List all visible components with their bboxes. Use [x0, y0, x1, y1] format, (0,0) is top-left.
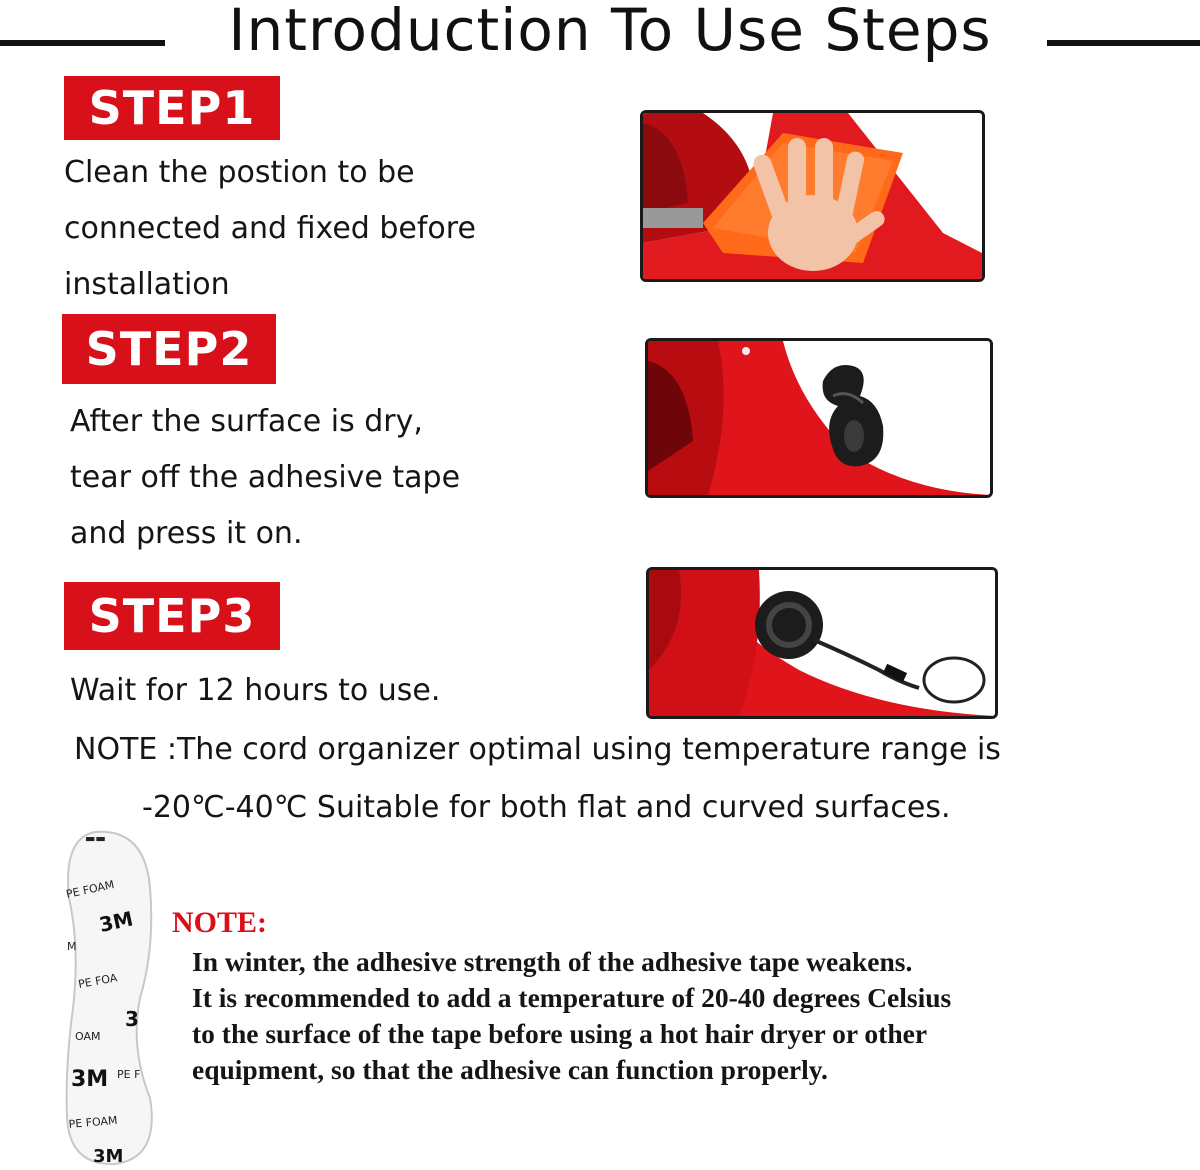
step1-badge: STEP1: [64, 76, 280, 140]
step2-line1: After the surface is dry,: [70, 404, 423, 439]
step1-line1: Clean the postion to be: [64, 155, 415, 190]
step3-photo: [646, 567, 998, 719]
cord-organizer-icon: [648, 341, 990, 495]
adhesive-tape-image: [55, 828, 165, 1166]
wrapped-cord-icon: [649, 570, 995, 716]
step2-line2: tear off the adhesive tape: [70, 460, 461, 495]
tape-fragment-4: OAM: [75, 1030, 101, 1043]
step2-line3: and press it on.: [70, 516, 303, 551]
step3-line1: Wait for 12 hours to use.: [70, 673, 441, 708]
step1-line3: installation: [64, 267, 230, 302]
tape-label-foam-1: PE FOAM: [64, 878, 116, 901]
winter-note-line2: It is recommended to add a temperature of 20-40 degrees Celsius: [192, 982, 952, 1013]
title-rule-left: [0, 40, 165, 46]
step1-text: [64, 145, 476, 313]
winter-note-heading: NOTE:: [172, 906, 268, 939]
tape-label-foam-2: PE FOAM: [68, 1113, 118, 1131]
temperature-note-line2: -20℃-40℃ Suitable for both flat and curved surfaces.: [142, 790, 951, 825]
step2-photo: [645, 338, 993, 498]
cleaning-hand-icon: [643, 113, 982, 279]
step3-text: [70, 663, 440, 719]
step3-badge: STEP3: [64, 582, 280, 650]
step1-line2: connected and fixed before: [64, 211, 476, 246]
temperature-note-line1: NOTE :The cord organizer optimal using temperature range is: [74, 732, 1001, 767]
winter-note-line4: equipment, so that the adhesive can function properly.: [192, 1054, 828, 1085]
winter-note-line1: In winter, the adhesive strength of the adhesive tape weakens.: [192, 946, 913, 977]
winter-note-line3: to the surface of the tape before using a hot hair dryer or other: [192, 1018, 928, 1049]
tape-fragment-3: 3: [125, 1007, 139, 1031]
step2-badge: STEP2: [62, 314, 276, 384]
tape-fragment-2: PE FOA: [77, 971, 119, 991]
tape-fragment-6: 3M: [93, 1146, 124, 1166]
tape-label-brand-2: 3M: [71, 1067, 109, 1092]
tape-fragment-1: M: [67, 940, 77, 953]
step2-text: [70, 394, 460, 562]
tape-fragment-5: PE F: [117, 1068, 141, 1081]
winter-note-body: [192, 944, 1197, 1088]
step1-photo: [640, 110, 985, 282]
title-rule-right: [1047, 40, 1200, 46]
tape-top-mark: ▬▬: [85, 832, 106, 845]
page-title: Introduction To Use Steps: [228, 0, 992, 64]
tape-label-brand-1: 3M: [97, 906, 136, 937]
